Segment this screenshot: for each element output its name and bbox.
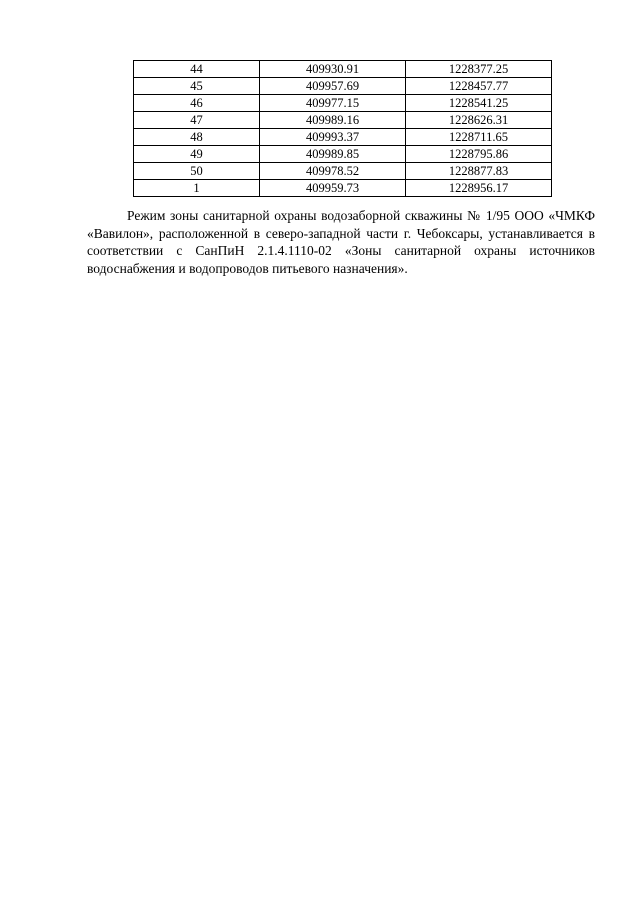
x-coordinate-cell: 409959.73 [260,180,406,197]
table-row [134,129,552,146]
coordinates-table [133,60,552,197]
table-row [134,112,552,129]
y-coordinate-cell: 1228711.65 [406,129,552,146]
point-number-cell: 50 [134,163,260,180]
point-number-cell: 1 [134,180,260,197]
y-coordinate-cell: 1228626.31 [406,112,552,129]
y-coordinate-cell: 1228877.83 [406,163,552,180]
point-number-cell: 48 [134,129,260,146]
table-row [134,95,552,112]
point-number-cell: 47 [134,112,260,129]
x-coordinate-cell: 409930.91 [260,61,406,78]
x-coordinate-cell: 409993.37 [260,129,406,146]
table-row [134,163,552,180]
y-coordinate-cell: 1228795.86 [406,146,552,163]
x-coordinate-cell: 409989.16 [260,112,406,129]
x-coordinate-cell: 409957.69 [260,78,406,95]
table-row [134,180,552,197]
table-row [134,61,552,78]
y-coordinate-cell: 1228377.25 [406,61,552,78]
body-paragraph: Режим зоны санитарной охраны водозаборной скважины № 1/95 ООО «ЧМКФ «Вавилон», расположенной в северо-западной части г. Чебоксары, устанавливается в соответствии с СанПиН 2.1.4.1110-02 «Зоны санитарной охраны источников водоснабжения и водопроводов питьевого назначения». [87,208,595,276]
y-coordinate-cell: 1228541.25 [406,95,552,112]
point-number-cell: 45 [134,78,260,95]
y-coordinate-cell: 1228457.77 [406,78,552,95]
point-number-cell: 44 [134,61,260,78]
point-number-cell: 46 [134,95,260,112]
point-number-cell: 49 [134,146,260,163]
y-coordinate-cell: 1228956.17 [406,180,552,197]
x-coordinate-cell: 409977.15 [260,95,406,112]
x-coordinate-cell: 409978.52 [260,163,406,180]
table-row [134,146,552,163]
x-coordinate-cell: 409989.85 [260,146,406,163]
table-row [134,78,552,95]
